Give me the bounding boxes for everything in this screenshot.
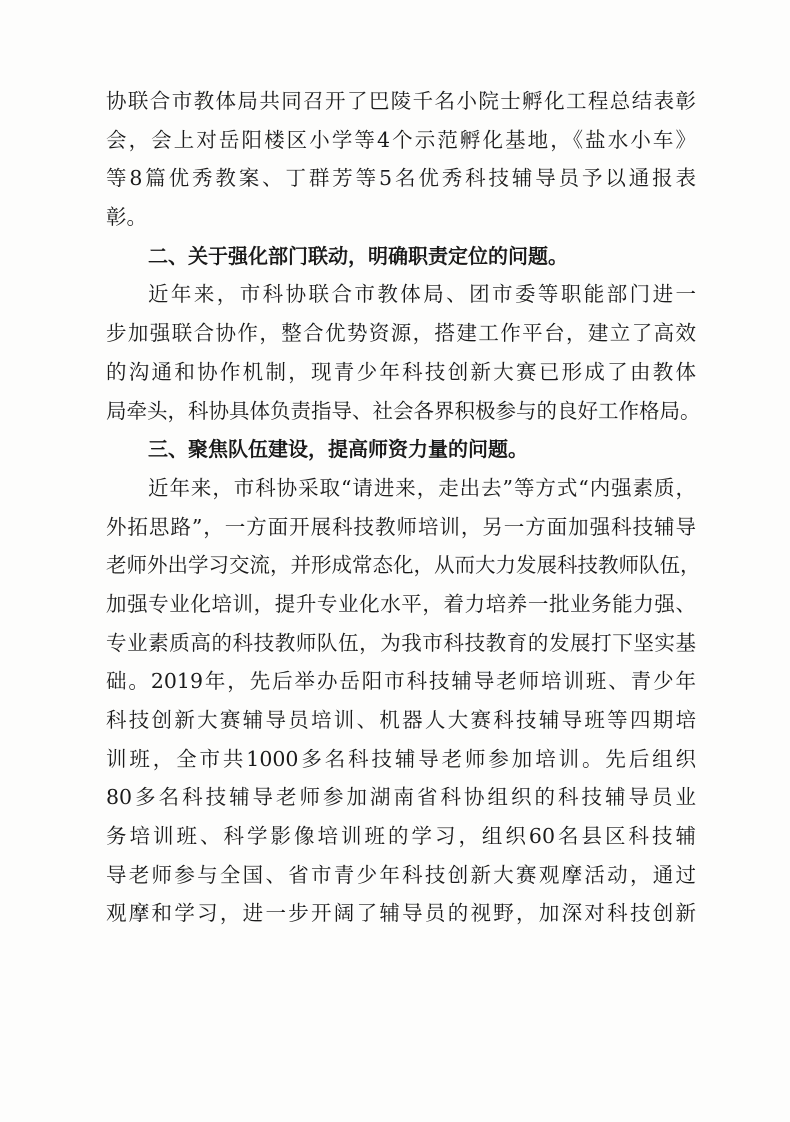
text-line: 等8篇优秀教案、丁群芳等5名优秀科技辅导员予以通报表: [106, 166, 696, 191]
text-line: 的沟通和协作机制，现青少年科技创新大赛已形成了由教体: [106, 359, 696, 384]
text-line: 观摩和学习，进一步开阔了辅导员的视野，加深对科技创新: [106, 901, 696, 926]
document-body: [106, 82, 701, 933]
text-line: 彰。: [106, 205, 147, 230]
text-line: 加强专业化培训，提升专业化水平，着力培养一批业务能力强、: [106, 591, 696, 616]
text-line: 步加强联合协作，整合优势资源，搭建工作平台，建立了高效: [106, 321, 696, 346]
text-line: 80多名科技辅导老师参加湖南省科协组织的科技辅导员业: [106, 785, 696, 810]
paragraph-team-building: [106, 469, 701, 933]
text-line: 近年来，市科协联合市教体局、团市委等职能部门进一: [148, 282, 696, 307]
text-line: 会，会上对岳阳楼区小学等4个示范孵化基地，《盐水小车》: [106, 127, 696, 152]
text-line: 协联合市教体局共同召开了巴陵千名小院士孵化工程总结表彰: [106, 89, 696, 113]
text-line: 外拓思路”，一方面开展科技教师培训，另一方面加强科技辅导: [106, 514, 696, 539]
section-heading-team-building: 三、聚焦队伍建设，提高师资力量的问题。: [148, 437, 528, 462]
section-heading-department-linkage: 二、关于强化部门联动，明确职责定位的问题。: [148, 243, 568, 268]
text-line: 务培训班、科学影像培训班的学习，组织60名县区科技辅: [106, 824, 696, 849]
text-line: 训班，全市共1000多名科技辅导老师参加培训。先后组织: [106, 746, 696, 771]
paragraph-hatching-project: [106, 82, 696, 237]
text-line: 局牵头，科协具体负责指导、社会各界积极参与的良好工作格局。: [106, 398, 701, 423]
text-line: 导老师参与全国、省市青少年科技创新大赛观摩活动，通过: [106, 862, 696, 887]
text-line: 近年来，市科协采取“请进来，走出去”等方式“内强素质，: [148, 475, 696, 500]
text-line: 科技创新大赛辅导员培训、机器人大赛科技辅导班等四期培: [106, 708, 696, 732]
text-line: 专业素质高的科技教师队伍，为我市科技教育的发展打下坚实基: [106, 630, 696, 655]
text-line: 老师外出学习交流，并形成常态化，从而大力发展科技教师队伍，: [106, 553, 701, 578]
paragraph-department-linkage: [106, 275, 701, 430]
text-line: 础。2019年，先后举办岳阳市科技辅导老师培训班、青少年: [106, 669, 696, 694]
